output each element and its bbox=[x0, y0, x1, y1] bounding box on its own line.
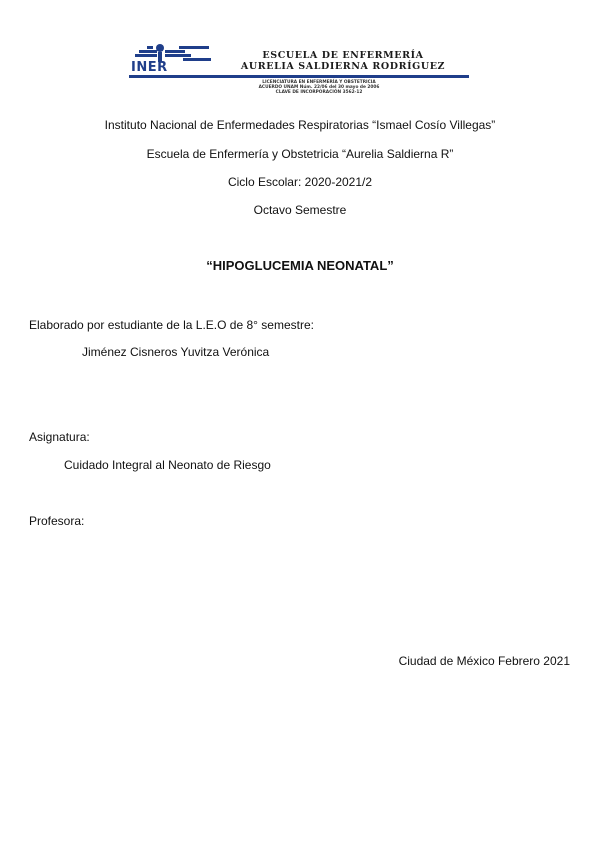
logo-sub-line-2: ACUERDO UNAM Núm. 22/06 del 30 mayo de 2006 bbox=[258, 85, 380, 90]
author-name: Jiménez Cisneros Yuvitza Verónica bbox=[82, 345, 270, 359]
document-title: “HIPOGLUCEMIA NEONATAL” bbox=[206, 258, 394, 273]
subject-label: Asignatura: bbox=[29, 430, 90, 444]
logo-sub-line-1: LICENCIATURA EN ENFERMERÍA Y OBSTETRICIA bbox=[262, 80, 376, 85]
teacher-label: Profesora: bbox=[29, 514, 85, 528]
logo-title-line-1: ESCUELA DE ENFERMERÍA bbox=[262, 50, 424, 61]
logo-sub-line-3: CLAVE DE INCORPORACIÓN 3562-12 bbox=[275, 90, 363, 95]
logo-title-line-2: AURELIA SALDIERNA RODRÍGUEZ bbox=[240, 61, 446, 72]
author-label: Elaborado por estudiante de la L.E.O de 8° semestre: bbox=[29, 318, 314, 332]
school-name: Escuela de Enfermería y Obstetricia “Aurelia Saldierna R” bbox=[146, 147, 454, 161]
logo-subtitle bbox=[169, 80, 469, 95]
place-date: Ciudad de México Febrero 2021 bbox=[398, 654, 570, 668]
subject-name: Cuidado Integral al Neonato de Riesgo bbox=[64, 458, 271, 472]
logo-divider bbox=[129, 75, 469, 78]
institute-name: Instituto Nacional de Enfermedades Respiratorias “Ismael Cosío Villegas” bbox=[104, 118, 496, 132]
school-logo bbox=[129, 40, 469, 100]
semester: Octavo Semestre bbox=[253, 203, 347, 217]
school-year: Ciclo Escolar: 2020-2021/2 bbox=[227, 175, 373, 189]
logo-title bbox=[217, 50, 469, 72]
logo-acronym: INER bbox=[131, 60, 168, 75]
